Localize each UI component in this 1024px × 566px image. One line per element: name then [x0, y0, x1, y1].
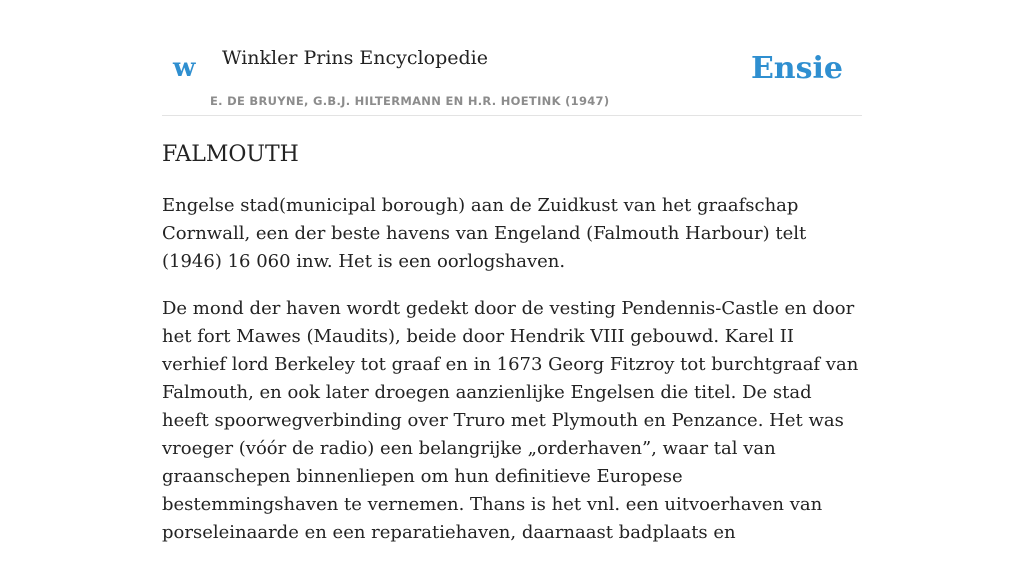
site-title[interactable]: Winkler Prins Encyclopedie: [222, 47, 488, 69]
ensie-logo[interactable]: Ensie: [750, 51, 843, 86]
paragraph-1: Engelse stad(municipal borough) aan de Zuidkust van het graafschap Cornwall, een der beste havens van Engeland (Falmouth Harbour) telt (1946) 16 060 inw. Het is een oorlogshaven.: [162, 195, 807, 272]
authors-line: E. DE BRUYNE, G.B.J. HILTERMANN EN H.R. HOETINK (1947): [210, 94, 610, 108]
site-header: [162, 0, 862, 116]
page: [162, 0, 862, 543]
entry-title: FALMOUTH: [162, 142, 299, 167]
winkler-prins-logo-icon[interactable]: w: [173, 53, 196, 83]
paragraph-2: De mond der haven wordt gedekt door de vesting Pendennis-Castle en door het fort Mawes (Maudits), beide door Hendrik VIII gebouwd. Karel II verhief lord Berkeley tot graaf en in 1673 Georg Fitzroy tot burchtgraaf van Falmouth, en ook later droegen aanzienlijke Engelsen die titel. De stad heeft spoorwegverbinding over Truro met Plymouth en Penzance. Het was vroeger (vóór de radio) een belangrijke „orderhaven”, waar tal van graanschepen binnenliepen om hun definitieve Europese bestemmingshaven te vernemen. Thans is het vnl. een uitvoerhaven van porseleinaarde en een reparatiehaven, daarnaast badplaats en: [162, 298, 859, 543]
entry-body: [162, 192, 862, 566]
